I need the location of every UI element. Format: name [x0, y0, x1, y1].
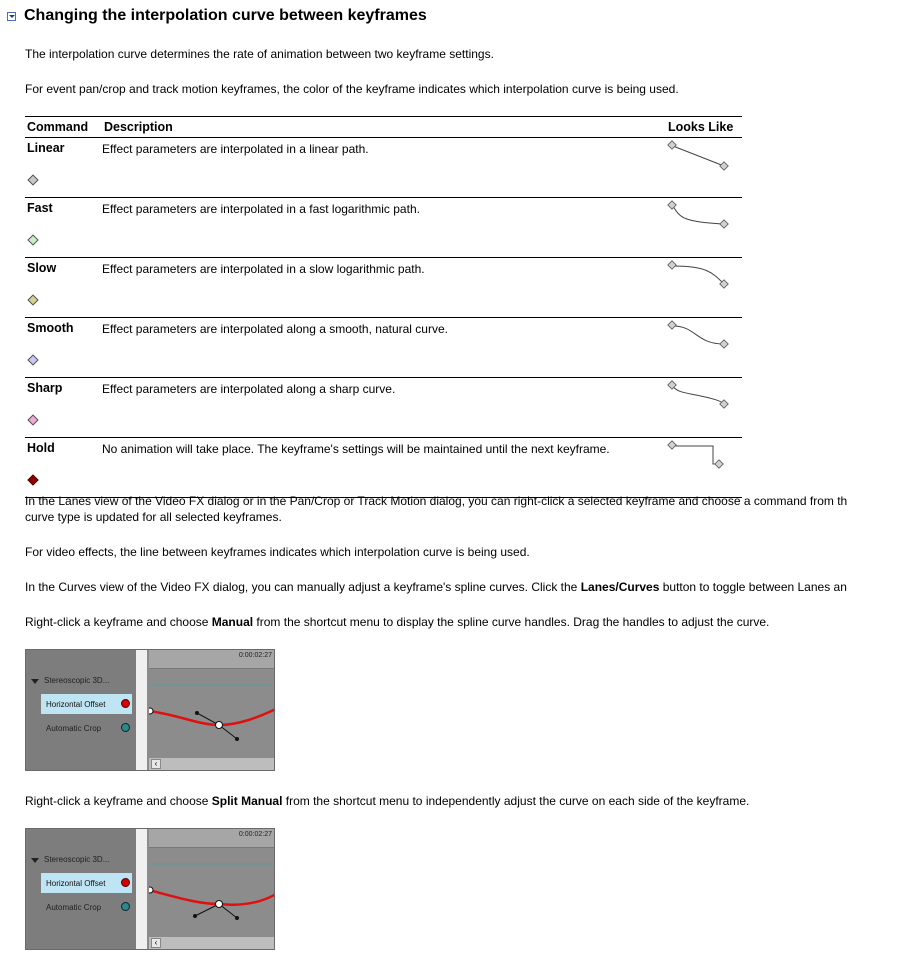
lanes-paragraph-line-1: In the Lanes view of the Video FX dialog or in the Pan/Crop or Track Motion dialog, you can right-click a selected keyframe and choose a command from th: [25, 494, 848, 508]
split-manual-paragraph: [25, 793, 749, 809]
table-row: [25, 318, 742, 378]
looks-like-cell: [666, 258, 742, 318]
red-lane-dot-icon: [121, 878, 130, 887]
horizontal-scrollbar[interactable]: [149, 758, 274, 770]
page-title: Changing the interpolation curve between keyframes: [24, 7, 427, 24]
command-name: Hold: [27, 441, 55, 455]
looks-like-cell: [666, 378, 742, 438]
horizontal-scrollbar[interactable]: [149, 937, 274, 949]
interpolation-table: [25, 116, 742, 498]
manual-text-end: from the shortcut menu to display the spline curve handles. Drag the handles to adjust the curve.: [253, 615, 770, 629]
hold-curve-icon: [666, 440, 736, 474]
command-name: Linear: [27, 141, 65, 155]
description-cell: Effect parameters are interpolated in a linear path.: [102, 138, 666, 198]
table-header-row: [25, 117, 742, 138]
command-name: Slow: [27, 261, 57, 275]
command-name: Smooth: [27, 321, 74, 335]
command-cell: [25, 198, 102, 258]
red-lane-dot-icon: [121, 699, 130, 708]
intro-paragraph-1: The interpolation curve determines the rate of animation between two keyframe settings.: [25, 47, 494, 61]
split-text: Right-click a keyframe and choose: [25, 794, 212, 808]
manual-paragraph: [25, 614, 769, 630]
command-cell: [25, 378, 102, 438]
lanes-curves-term: Lanes/Curves: [580, 580, 660, 594]
smooth-keyframe-icon: [27, 354, 38, 365]
description-cell: Effect parameters are interpolated along a sharp curve.: [102, 378, 666, 438]
description-cell: Effect parameters are interpolated in a slow logarithmic path.: [102, 258, 666, 318]
table-row: [25, 258, 742, 318]
fast-keyframe-icon: [27, 234, 38, 245]
command-cell: [25, 138, 102, 198]
hold-keyframe-icon: [27, 474, 38, 485]
table-row: [25, 138, 742, 198]
timecode: 0:00:02:27: [238, 652, 272, 659]
curves-text-end: button to toggle between Lanes an: [659, 580, 847, 594]
sharp-curve-icon: [666, 380, 736, 414]
collapse-icon[interactable]: [7, 12, 16, 21]
expand-triangle-icon: [31, 679, 39, 684]
expand-triangle-icon: [31, 858, 39, 863]
split-text-end: from the shortcut menu to independently adjust the curve on each side of the keyframe.: [282, 794, 750, 808]
timeline-ruler: [149, 829, 274, 848]
slow-curve-icon: [666, 260, 736, 294]
curve-graph: [149, 848, 275, 938]
command-name: Sharp: [27, 381, 63, 395]
looks-like-cell: [666, 438, 742, 498]
vertical-scrollbar[interactable]: [136, 829, 147, 949]
table-row: [25, 438, 742, 498]
header-command: Command: [25, 117, 102, 138]
command-cell: [25, 258, 102, 318]
table-row: [25, 378, 742, 438]
command-cell: [25, 318, 102, 378]
header-looks-like: Looks Like: [666, 117, 742, 138]
teal-lane-dot-icon: [121, 723, 130, 732]
split-manual-term: Split Manual: [211, 794, 283, 808]
group-label: Stereoscopic 3D...: [44, 676, 110, 685]
looks-like-cell: [666, 318, 742, 378]
command-cell: [25, 438, 102, 498]
command-name: Fast: [27, 201, 53, 215]
curve-graph: [149, 669, 275, 759]
teal-lane-dot-icon: [121, 902, 130, 911]
vertical-scrollbar[interactable]: [136, 650, 147, 770]
header-description: Description: [102, 117, 666, 138]
scroll-left-icon[interactable]: ‹: [151, 759, 161, 769]
curves-paragraph: [25, 579, 847, 595]
smooth-curve-icon: [666, 320, 736, 354]
description-cell: Effect parameters are interpolated along a smooth, natural curve.: [102, 318, 666, 378]
description-cell: Effect parameters are interpolated in a fast logarithmic path.: [102, 198, 666, 258]
lanes-paragraph-line-2: curve type is updated for all selected keyframes.: [25, 510, 282, 524]
group-label: Stereoscopic 3D...: [44, 855, 110, 864]
sharp-keyframe-icon: [27, 414, 38, 425]
linear-keyframe-icon: [27, 174, 38, 185]
table-row: [25, 198, 742, 258]
lane-label-automatic-crop[interactable]: Automatic Crop: [46, 724, 102, 733]
looks-like-cell: [666, 138, 742, 198]
looks-like-cell: [666, 198, 742, 258]
lane-label-horizontal-offset: Horizontal Offset: [46, 700, 106, 709]
split-manual-screenshot: [25, 828, 275, 950]
manual-screenshot: [25, 649, 275, 771]
curves-text: In the Curves view of the Video FX dialog, you can manually adjust a keyframe's spline curves. Click the: [25, 580, 581, 594]
intro-paragraph-2: For event pan/crop and track motion keyframes, the color of the keyframe indicates which interpolation curve is being used.: [25, 82, 679, 96]
fast-curve-icon: [666, 200, 736, 234]
scroll-left-icon[interactable]: ‹: [151, 938, 161, 948]
timeline-ruler: [149, 650, 274, 669]
manual-term: Manual: [211, 615, 254, 629]
video-effects-paragraph: For video effects, the line between keyframes indicates which interpolation curve is being used.: [25, 545, 530, 559]
lane-label-horizontal-offset: Horizontal Offset: [46, 879, 106, 888]
lane-label-automatic-crop[interactable]: Automatic Crop: [46, 903, 102, 912]
manual-text: Right-click a keyframe and choose: [25, 615, 212, 629]
slow-keyframe-icon: [27, 294, 38, 305]
timecode: 0:00:02:27: [238, 831, 272, 838]
description-cell: No animation will take place. The keyframe's settings will be maintained until the next keyframe.: [102, 438, 666, 498]
linear-curve-icon: [666, 140, 736, 174]
